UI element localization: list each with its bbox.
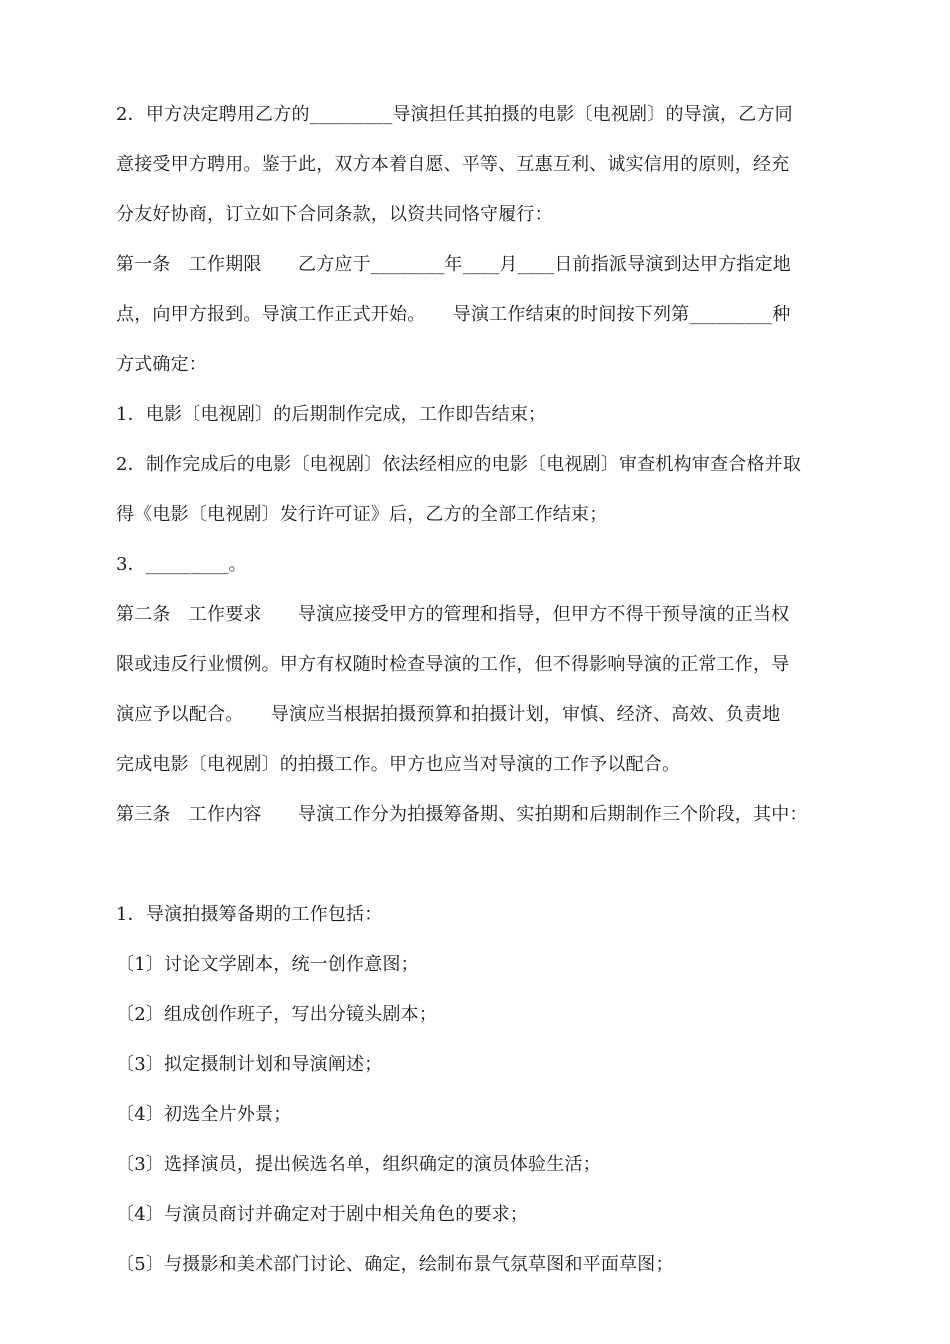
sub-list-item: 〔3〕选择演员，提出候选名单，组织确定的演员体验生活；	[116, 1154, 601, 1175]
paragraph-line: 点，向甲方报到。导演工作正式开始。 导演工作结束的时间按下列第_________种	[116, 304, 791, 325]
list-item: 2．制作完成后的电影〔电视剧〕依法经相应的电影〔电视剧〕审查机构审查合格并取	[116, 454, 802, 475]
sub-list-item: 〔1〕讨论文学剧本，统一创作意图；	[116, 954, 419, 975]
sub-list-item: 〔4〕初选全片外景；	[116, 1104, 292, 1125]
paragraph-line: 演应予以配合。 导演应当根据拍摄预算和拍摄计划，审慎、经济、高效、负责地	[116, 704, 781, 725]
paragraph-line: 限或违反行业惯例。甲方有权随时检查导演的工作，但不得影响导演的正常工作，导	[116, 654, 790, 675]
paragraph-line: 意接受甲方聘用。鉴于此，双方本着自愿、平等、互惠互利、诚实信用的原则，经充	[116, 154, 790, 175]
sub-list-item: 〔2〕组成创作班子，写出分镜头剧本；	[116, 1004, 438, 1025]
paragraph-line: 方式确定：	[116, 354, 207, 375]
paragraph-line: 得《电影〔电视剧〕发行许可证》后，乙方的全部工作结束；	[116, 504, 608, 525]
article-2-line: 第二条 工作要求 导演应接受甲方的管理和指导，但甲方不得干预导演的正当权	[116, 604, 790, 625]
sub-list-item: 〔4〕与演员商讨并确定对于剧中相关角色的要求；	[116, 1204, 529, 1225]
list-item: 1．电影〔电视剧〕的后期制作完成，工作即告结束；	[116, 404, 547, 425]
list-item: 1．导演拍摄筹备期的工作包括：	[116, 904, 383, 925]
list-item: 3．_________。	[116, 554, 247, 575]
sub-list-item: 〔5〕与摄影和美术部门讨论、确定，绘制布景气氛草图和平面草图；	[116, 1254, 674, 1275]
article-3-line: 第三条 工作内容 导演工作分为拍摄筹备期、实拍期和后期制作三个阶段，其中：	[116, 804, 808, 825]
paragraph-line: 2．甲方决定聘用乙方的_________导演担任其拍摄的电影〔电视剧〕的导演，乙方同	[116, 104, 793, 125]
sub-list-item: 〔3〕拟定摄制计划和导演阐述；	[116, 1054, 383, 1075]
article-1-line: 第一条 工作期限 乙方应于________年____月____日前指派导演到达甲方指定地	[116, 254, 791, 275]
paragraph-line: 分友好协商，订立如下合同条款，以资共同恪守履行：	[116, 204, 553, 225]
paragraph-line: 完成电影〔电视剧〕的拍摄工作。甲方也应当对导演的工作予以配合。	[116, 754, 681, 775]
